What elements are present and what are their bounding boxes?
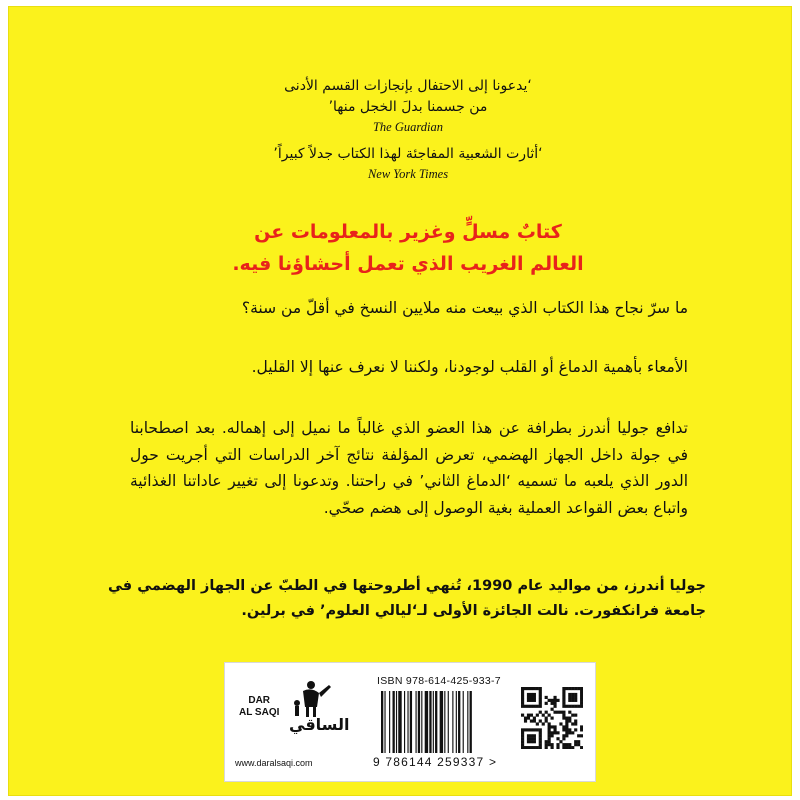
paragraph-text: ما سرّ نجاح هذا الكتاب الذي بيعت منه ملايين النسخ في أقلّ من سنة؟ [241, 299, 688, 317]
publisher-logo [233, 673, 383, 768]
publisher-latin-name [239, 695, 279, 719]
publisher-arabic-name: الساقي [289, 715, 350, 734]
quote-line: ‘أثارت الشعبية المفاجئة لهذا الكتاب جدلاً كبيراً’ [273, 146, 543, 162]
headline-line: كتابٌ مسلٍّ وغزير بالمعلومات عن [254, 221, 562, 243]
quote-line: من جسمنا بدلَ الخجل منها’ [328, 99, 488, 115]
headline-line: العالم الغريب الذي تعمل أحشاؤنا فيه. [232, 253, 584, 275]
paragraph-text: الأمعاء بأهمية الدماغ أو القلب لوجودنا، ولكننا لا نعرف عنها إلا القليل. [251, 358, 688, 376]
quote-line: ‘يدعونا إلى الاحتفال بإنجازات القسم الأدنى [284, 78, 532, 94]
publisher-latin-line: AL SAQI [239, 707, 280, 718]
review-quote-nyt [8, 144, 800, 183]
publisher-latin-line: DAR [248, 695, 271, 706]
headline [158, 216, 658, 280]
body-paragraph [130, 415, 688, 521]
isbn-label: ISBN 978-614-425-933-7 [377, 675, 501, 687]
publisher-url: www.daralsaqi.com [235, 758, 313, 768]
quote-source: New York Times [367, 167, 449, 181]
body-paragraph [130, 295, 688, 322]
body-paragraph [130, 354, 688, 381]
barcode-digits: 9 786144 259337 > [373, 755, 498, 769]
paragraph-text: تدافع جوليا أندرز بطرافة عن هذا العضو الذي غالباً ما نميل إلى إهماله. بعد اصطحابنا في جولة داخل الجهاز الهضمي، تعرض المؤلفة نتائج آخر الدراسات التي أجريت حول الدور الذي يلعبه ما تسميه ‘الدماغ الثاني’ في راحتنا. وتدعونا إلى تغيير عاداتنا الغذائية واتباع بعض القواعد العملية بغية الوصول إلى هضم صحّي. [130, 419, 688, 517]
author-bio: جوليا أندرز، من مواليد عام 1990، تُنهي أطروحتها في الطبّ عن الجهاز الهضمي في جامعة فرانكفورت. نالت الجائزة الأولى لـ‘ليالي العلوم’ في برلين. [108, 578, 706, 619]
barcode-panel [224, 662, 596, 782]
qr-code [521, 687, 583, 749]
isbn-barcode [377, 691, 517, 753]
quote-source: The Guardian [372, 120, 444, 134]
review-quote-guardian [8, 76, 800, 136]
saqi-figure-icon [289, 677, 333, 719]
back-cover [8, 6, 792, 796]
